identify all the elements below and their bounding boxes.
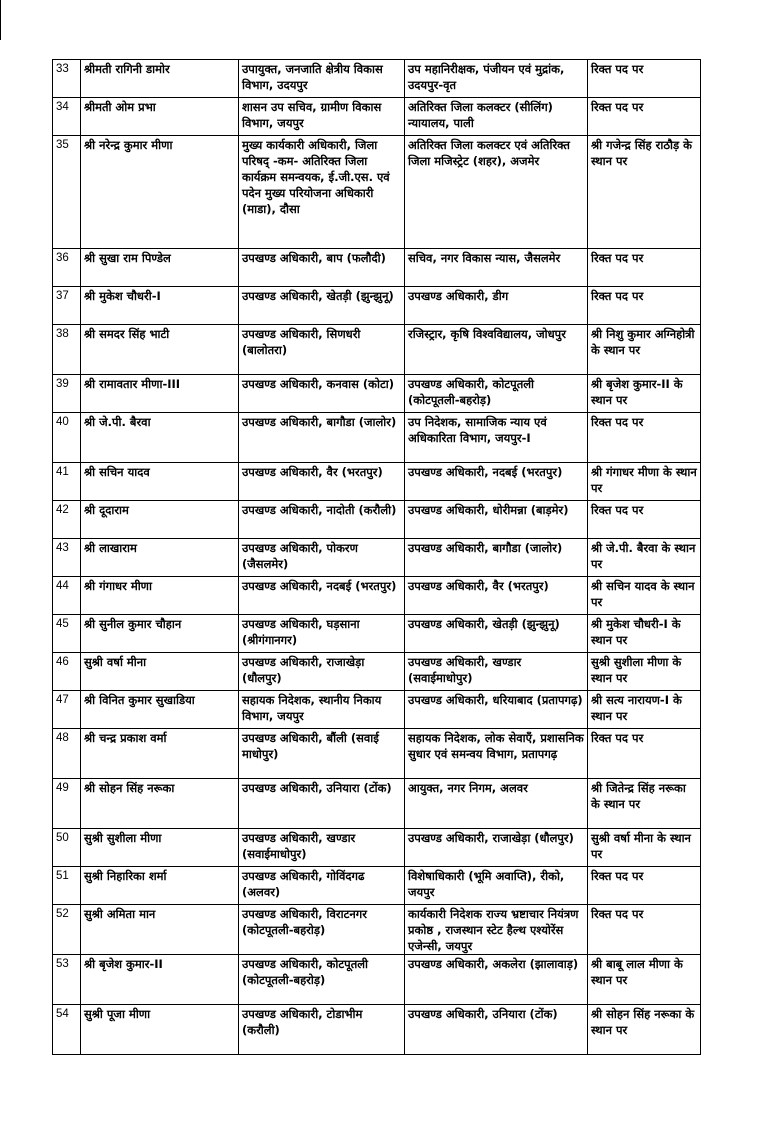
current-posting-cell	[239, 249, 405, 287]
current-posting: उपखण्ड अधिकारी, सिणधरी (बालोतरा)	[242, 327, 361, 357]
new-posting-cell	[405, 905, 588, 955]
new-posting-cell	[405, 577, 588, 615]
current-posting-cell	[239, 653, 405, 691]
new-posting-cell	[405, 413, 588, 463]
new-posting: उपखण्ड अधिकारी, डीग	[408, 289, 509, 303]
current-posting-cell	[239, 501, 405, 539]
new-posting-cell	[405, 287, 588, 325]
table-row	[53, 829, 701, 867]
table-row	[53, 955, 701, 1005]
officer-name: सुश्री वर्षा मीना	[84, 655, 147, 669]
new-posting-cell	[405, 501, 588, 539]
remark-cell	[588, 829, 701, 867]
officer-name: श्रीमती ओम प्रभा	[84, 100, 156, 114]
serial-number: 47	[56, 694, 69, 706]
table-row	[53, 653, 701, 691]
table-body	[53, 60, 701, 1055]
new-posting-cell	[405, 829, 588, 867]
table-row	[53, 98, 701, 136]
remark: रिक्त पद पर	[591, 503, 644, 517]
table-row	[53, 691, 701, 729]
remark-cell	[588, 539, 701, 577]
remark-cell	[588, 375, 701, 413]
serial-number: 33	[56, 63, 69, 75]
officer-name-cell	[81, 325, 239, 375]
current-posting-cell	[239, 413, 405, 463]
remark-cell	[588, 413, 701, 463]
current-posting: उपखण्ड अधिकारी, खण्डार (सवाईमाधोपुर)	[242, 831, 356, 861]
current-posting-cell	[239, 539, 405, 577]
officer-name: सुश्री निहारिका शर्मा	[84, 869, 167, 883]
current-posting-cell	[239, 867, 405, 905]
new-posting-cell	[405, 691, 588, 729]
officer-name-cell	[81, 1005, 239, 1055]
current-posting: उपखण्ड अधिकारी, गोविंदगढ (अलवर)	[242, 869, 365, 899]
serial-number-cell	[53, 653, 81, 691]
current-posting: उपखण्ड अधिकारी, कनवास (कोटा)	[242, 377, 395, 391]
new-posting-cell	[405, 1005, 588, 1055]
serial-number: 35	[56, 139, 69, 151]
serial-number: 46	[56, 656, 69, 668]
officer-name: श्री रामावतार मीणा-III	[84, 377, 181, 391]
new-posting: सचिव, नगर विकास न्यास, जैसलमेर	[408, 251, 561, 265]
serial-number: 34	[56, 101, 69, 113]
new-posting: उपखण्ड अधिकारी, नदबई (भरतपुर)	[408, 465, 563, 479]
remark: श्री बाबू लाल मीणा के स्थान पर	[591, 957, 683, 987]
current-posting: उपखण्ड अधिकारी, विराटनगर (कोटपूतली-बहरोड़)	[242, 907, 367, 937]
current-posting-cell	[239, 1005, 405, 1055]
current-posting-cell	[239, 829, 405, 867]
table-row	[53, 325, 701, 375]
new-posting-cell	[405, 325, 588, 375]
current-posting: उपखण्ड अधिकारी, टोडाभीम (करौली)	[242, 1007, 363, 1037]
new-posting: उपखण्ड अधिकारी, अकलेरा (झालावाड़)	[408, 957, 579, 971]
remark: रिक्त पद पर	[591, 251, 644, 265]
remark-cell	[588, 501, 701, 539]
serial-number: 42	[56, 504, 69, 516]
new-posting-cell	[405, 463, 588, 501]
new-posting: आयुक्त, नगर निगम, अलवर	[408, 781, 528, 795]
remark-cell	[588, 779, 701, 829]
table-row	[53, 539, 701, 577]
officer-name: श्री नरेन्द्र कुमार मीणा	[84, 138, 173, 152]
serial-number-cell	[53, 539, 81, 577]
officer-name: श्री लाखाराम	[84, 541, 137, 555]
current-posting: शासन उप सचिव, ग्रामीण विकास विभाग, जयपुर	[242, 100, 382, 130]
remark: श्री सचिन यादव के स्थान पर	[591, 579, 695, 609]
new-posting-cell	[405, 98, 588, 136]
remark: श्री जितेन्द्र सिंह नरूका के स्थान पर	[591, 781, 686, 811]
current-posting-cell	[239, 691, 405, 729]
remark: श्री गंगाधर मीणा के स्थान पर	[591, 465, 697, 495]
serial-number: 41	[56, 466, 69, 478]
new-posting-cell	[405, 729, 588, 779]
serial-number-cell	[53, 779, 81, 829]
officer-name: श्री विनित कुमार सुखाडिया	[84, 693, 195, 707]
current-posting: उपायुक्त, जनजाति क्षेत्रीय विकास विभाग, उदयपुर	[242, 62, 383, 92]
remark-cell	[588, 729, 701, 779]
serial-number: 49	[56, 782, 69, 794]
officer-name-cell	[81, 375, 239, 413]
new-posting-cell	[405, 779, 588, 829]
new-posting: उप महानिरीक्षक, पंजीयन एवं मुद्रांक, उदयपुर-वृत	[408, 62, 565, 92]
serial-number: 38	[56, 328, 69, 340]
serial-number-cell	[53, 867, 81, 905]
officer-name-cell	[81, 463, 239, 501]
serial-number: 51	[56, 870, 69, 882]
new-posting-cell	[405, 653, 588, 691]
remark: रिक्त पद पर	[591, 289, 644, 303]
officer-name: सुश्री पूजा मीणा	[84, 1007, 151, 1021]
serial-number: 50	[56, 832, 69, 844]
remark-cell	[588, 325, 701, 375]
officer-name: श्री दूदाराम	[84, 503, 129, 517]
table-row	[53, 577, 701, 615]
remark: रिक्त पद पर	[591, 62, 644, 76]
current-posting-cell	[239, 905, 405, 955]
remark: रिक्त पद पर	[591, 869, 644, 883]
officer-name: श्री बृजेश कुमार-II	[84, 957, 163, 971]
serial-number: 43	[56, 542, 69, 554]
current-posting-cell	[239, 98, 405, 136]
officer-name: श्री सोहन सिंह नरूका	[84, 781, 175, 795]
remark-cell	[588, 955, 701, 1005]
serial-number: 45	[56, 618, 69, 630]
officer-name: श्रीमती रागिनी डामोर	[84, 62, 170, 76]
current-posting: उपखण्ड अधिकारी, कोटपूतली (कोटपूतली-बहरोड़)	[242, 957, 369, 987]
current-posting-cell	[239, 60, 405, 98]
current-posting-cell	[239, 955, 405, 1005]
new-posting: कार्यकारी निदेशक राज्य भ्रष्टाचार नियंत्रण प्रकोष्ठ , राजस्थान स्टेट हैल्थ एश्योरेंस एजेन्सी, जयपुर	[408, 907, 579, 953]
remark: रिक्त पद पर	[591, 907, 644, 921]
officer-name: श्री समदर सिंह भाटी	[84, 327, 170, 341]
new-posting: रजिस्ट्रार, कृषि विश्वविद्यालय, जोधपुर	[408, 327, 566, 341]
current-posting-cell	[239, 577, 405, 615]
remark-cell	[588, 249, 701, 287]
remark: रिक्त पद पर	[591, 731, 644, 745]
new-posting-cell	[405, 615, 588, 653]
current-posting-cell	[239, 615, 405, 653]
table-row	[53, 136, 701, 249]
officer-name: श्री सचिन यादव	[84, 465, 150, 479]
remark: श्री जे.पी. बैरवा के स्थान पर	[591, 541, 696, 571]
serial-number-cell	[53, 905, 81, 955]
remark: रिक्त पद पर	[591, 415, 644, 429]
officer-name-cell	[81, 729, 239, 779]
officer-name: श्री सुखा राम पिण्डेल	[84, 251, 171, 265]
officer-name-cell	[81, 98, 239, 136]
remark: श्री मुकेश चौधरी-I के स्थान पर	[591, 617, 681, 647]
officer-name-cell	[81, 829, 239, 867]
serial-number: 54	[56, 1008, 69, 1020]
officer-name: श्री गंगाधर मीणा	[84, 579, 152, 593]
remark-cell	[588, 653, 701, 691]
serial-number-cell	[53, 249, 81, 287]
current-posting: उपखण्ड अधिकारी, पोकरण (जैसलमेर)	[242, 541, 358, 571]
officer-name-cell	[81, 905, 239, 955]
new-posting-cell	[405, 60, 588, 98]
new-posting-cell	[405, 539, 588, 577]
remark: श्री बृजेश कुमार-II के स्थान पर	[591, 377, 683, 407]
remark: श्री सोहन सिंह नरूका के स्थान पर	[591, 1007, 695, 1037]
current-posting: उपखण्ड अधिकारी, खेतड़ी (झुन्झुनू)	[242, 289, 394, 303]
serial-number-cell	[53, 463, 81, 501]
officer-name-cell	[81, 653, 239, 691]
table-row	[53, 867, 701, 905]
remark-cell	[588, 577, 701, 615]
remark-cell	[588, 615, 701, 653]
officer-name: श्री जे.पी. बैरवा	[84, 415, 151, 429]
current-posting: उपखण्ड अधिकारी, बौंली (सवाई माधोपुर)	[242, 731, 379, 761]
serial-number: 44	[56, 580, 69, 592]
new-posting: उपखण्ड अधिकारी, खेतड़ी (झुन्झुनू)	[408, 617, 560, 631]
remark-cell	[588, 867, 701, 905]
officer-name: श्री सुनील कुमार चौहान	[84, 617, 182, 631]
serial-number-cell	[53, 501, 81, 539]
table-row	[53, 1005, 701, 1055]
remark-cell	[588, 691, 701, 729]
remark-cell	[588, 287, 701, 325]
remark-cell	[588, 98, 701, 136]
remark: सुश्री सुशीला मीणा के स्थान पर	[591, 655, 682, 685]
current-posting-cell	[239, 729, 405, 779]
new-posting: अतिरिक्त जिला कलक्टर (सीलिंग) न्यायालय, पाली	[408, 100, 553, 130]
officer-name-cell	[81, 955, 239, 1005]
serial-number-cell	[53, 375, 81, 413]
table-row	[53, 249, 701, 287]
current-posting-cell	[239, 325, 405, 375]
current-posting-cell	[239, 375, 405, 413]
officer-name: सुश्री अमिता मान	[84, 907, 156, 921]
new-posting-cell	[405, 249, 588, 287]
remark: सुश्री वर्षा मीना के स्थान पर	[591, 831, 691, 861]
current-posting: उपखण्ड अधिकारी, बागौडा (जालोर)	[242, 415, 397, 429]
serial-number: 52	[56, 908, 69, 920]
serial-number: 53	[56, 958, 69, 970]
officer-name: श्री मुकेश चौधरी-I	[84, 289, 161, 303]
table-row	[53, 60, 701, 98]
officer-name-cell	[81, 287, 239, 325]
remark: श्री सत्य नारायण-I के स्थान पर	[591, 693, 682, 723]
new-posting: उप निदेशक, सामाजिक न्याय एवं अधिकारिता विभाग, जयपुर-I	[408, 415, 547, 445]
new-posting: सहायक निदेशक, लोक सेवाएँ, प्रशासनिक सुधार एवं समन्वय विभाग, प्रतापगढ़	[408, 731, 584, 761]
new-posting: विशेषाधिकारी (भूमि अवाप्ति), रीको, जयपुर	[408, 869, 565, 899]
current-posting-cell	[239, 136, 405, 249]
serial-number: 39	[56, 378, 69, 390]
officer-name-cell	[81, 577, 239, 615]
remark: श्री निशु कुमार अग्निहोत्री के स्थान पर	[591, 327, 695, 357]
current-posting: उपखण्ड अधिकारी, बाप (फलौदी)	[242, 251, 386, 265]
serial-number: 40	[56, 416, 69, 428]
current-posting-cell	[239, 287, 405, 325]
table-row	[53, 615, 701, 653]
serial-number-cell	[53, 287, 81, 325]
remark-cell	[588, 60, 701, 98]
new-posting: उपखण्ड अधिकारी, वैर (भरतपुर)	[408, 579, 549, 593]
officer-name-cell	[81, 779, 239, 829]
serial-number-cell	[53, 136, 81, 249]
new-posting: उपखण्ड अधिकारी, बागौडा (जालोर)	[408, 541, 563, 555]
officer-name-cell	[81, 60, 239, 98]
table-row	[53, 413, 701, 463]
current-posting: उपखण्ड अधिकारी, उनियारा (टोंक)	[242, 781, 392, 795]
serial-number: 48	[56, 732, 69, 744]
transfer-order-table	[52, 59, 701, 1055]
remark-cell	[588, 463, 701, 501]
officer-name: श्री चन्द्र प्रकाश वर्मा	[84, 731, 167, 745]
serial-number-cell	[53, 829, 81, 867]
serial-number-cell	[53, 729, 81, 779]
current-posting-cell	[239, 463, 405, 501]
current-posting: उपखण्ड अधिकारी, वैर (भरतपुर)	[242, 465, 383, 479]
serial-number-cell	[53, 691, 81, 729]
table-row	[53, 463, 701, 501]
table-row	[53, 501, 701, 539]
new-posting-cell	[405, 867, 588, 905]
officer-name-cell	[81, 615, 239, 653]
remark-cell	[588, 905, 701, 955]
new-posting: उपखण्ड अधिकारी, धोरीमन्ना (बाड़मेर)	[408, 503, 569, 517]
serial-number-cell	[53, 325, 81, 375]
table-row	[53, 905, 701, 955]
current-posting: सहायक निदेशक, स्थानीय निकाय विभाग, जयपुर	[242, 693, 382, 723]
remark-cell	[588, 136, 701, 249]
new-posting: उपखण्ड अधिकारी, खण्डार (सवाईमाधोपुर)	[408, 655, 522, 685]
current-posting-cell	[239, 779, 405, 829]
table-row	[53, 287, 701, 325]
new-posting: उपखण्ड अधिकारी, धरियाबाद (प्रतापगढ़)	[408, 693, 583, 707]
serial-number-cell	[53, 577, 81, 615]
officer-name-cell	[81, 501, 239, 539]
current-posting: उपखण्ड अधिकारी, घड़साना (श्रीगंगानगर)	[242, 617, 360, 647]
new-posting-cell	[405, 375, 588, 413]
current-posting: उपखण्ड अधिकारी, राजाखेड़ा (धौलपुर)	[242, 655, 365, 685]
current-posting: मुख्य कार्यकारी अधिकारी, जिला परिषद् -कम- अतिरिक्त जिला कार्यक्रम समन्वयक, ई.जी.एस. एवं पदेन मुख्य परियोजना अधिकारी (माडा), दौसा	[242, 138, 390, 216]
new-posting: अतिरिक्त जिला कलक्टर एवं अतिरिक्त जिला मजिस्ट्रेट (शहर), अजमेर	[408, 138, 570, 168]
table-row	[53, 779, 701, 829]
serial-number-cell	[53, 1005, 81, 1055]
current-posting: उपखण्ड अधिकारी, नदबई (भरतपुर)	[242, 579, 397, 593]
serial-number-cell	[53, 615, 81, 653]
serial-number: 37	[56, 290, 69, 302]
serial-number-cell	[53, 60, 81, 98]
officer-name: सुश्री सुशीला मीणा	[84, 831, 162, 845]
remark: श्री गजेन्द्र सिंह राठौड़ के स्थान पर	[591, 138, 692, 168]
remark-cell	[588, 1005, 701, 1055]
new-posting: उपखण्ड अधिकारी, राजाखेड़ा (धौलपुर)	[408, 831, 574, 845]
officer-name-cell	[81, 539, 239, 577]
officer-name-cell	[81, 249, 239, 287]
table-row	[53, 375, 701, 413]
remark: रिक्त पद पर	[591, 100, 644, 114]
officer-name-cell	[81, 867, 239, 905]
new-posting-cell	[405, 136, 588, 249]
new-posting: उपखण्ड अधिकारी, उनियारा (टोंक)	[408, 1007, 558, 1021]
officer-name-cell	[81, 136, 239, 249]
table-row	[53, 729, 701, 779]
new-posting: उपखण्ड अधिकारी, कोटपूतली (कोटपूतली-बहरोड़)	[408, 377, 535, 407]
current-posting: उपखण्ड अधिकारी, नादोती (करौली)	[242, 503, 397, 517]
serial-number: 36	[56, 252, 69, 264]
serial-number-cell	[53, 98, 81, 136]
serial-number-cell	[53, 413, 81, 463]
serial-number-cell	[53, 955, 81, 1005]
officer-name-cell	[81, 691, 239, 729]
officer-name-cell	[81, 413, 239, 463]
new-posting-cell	[405, 955, 588, 1005]
page-left-edge	[0, 0, 1, 40]
